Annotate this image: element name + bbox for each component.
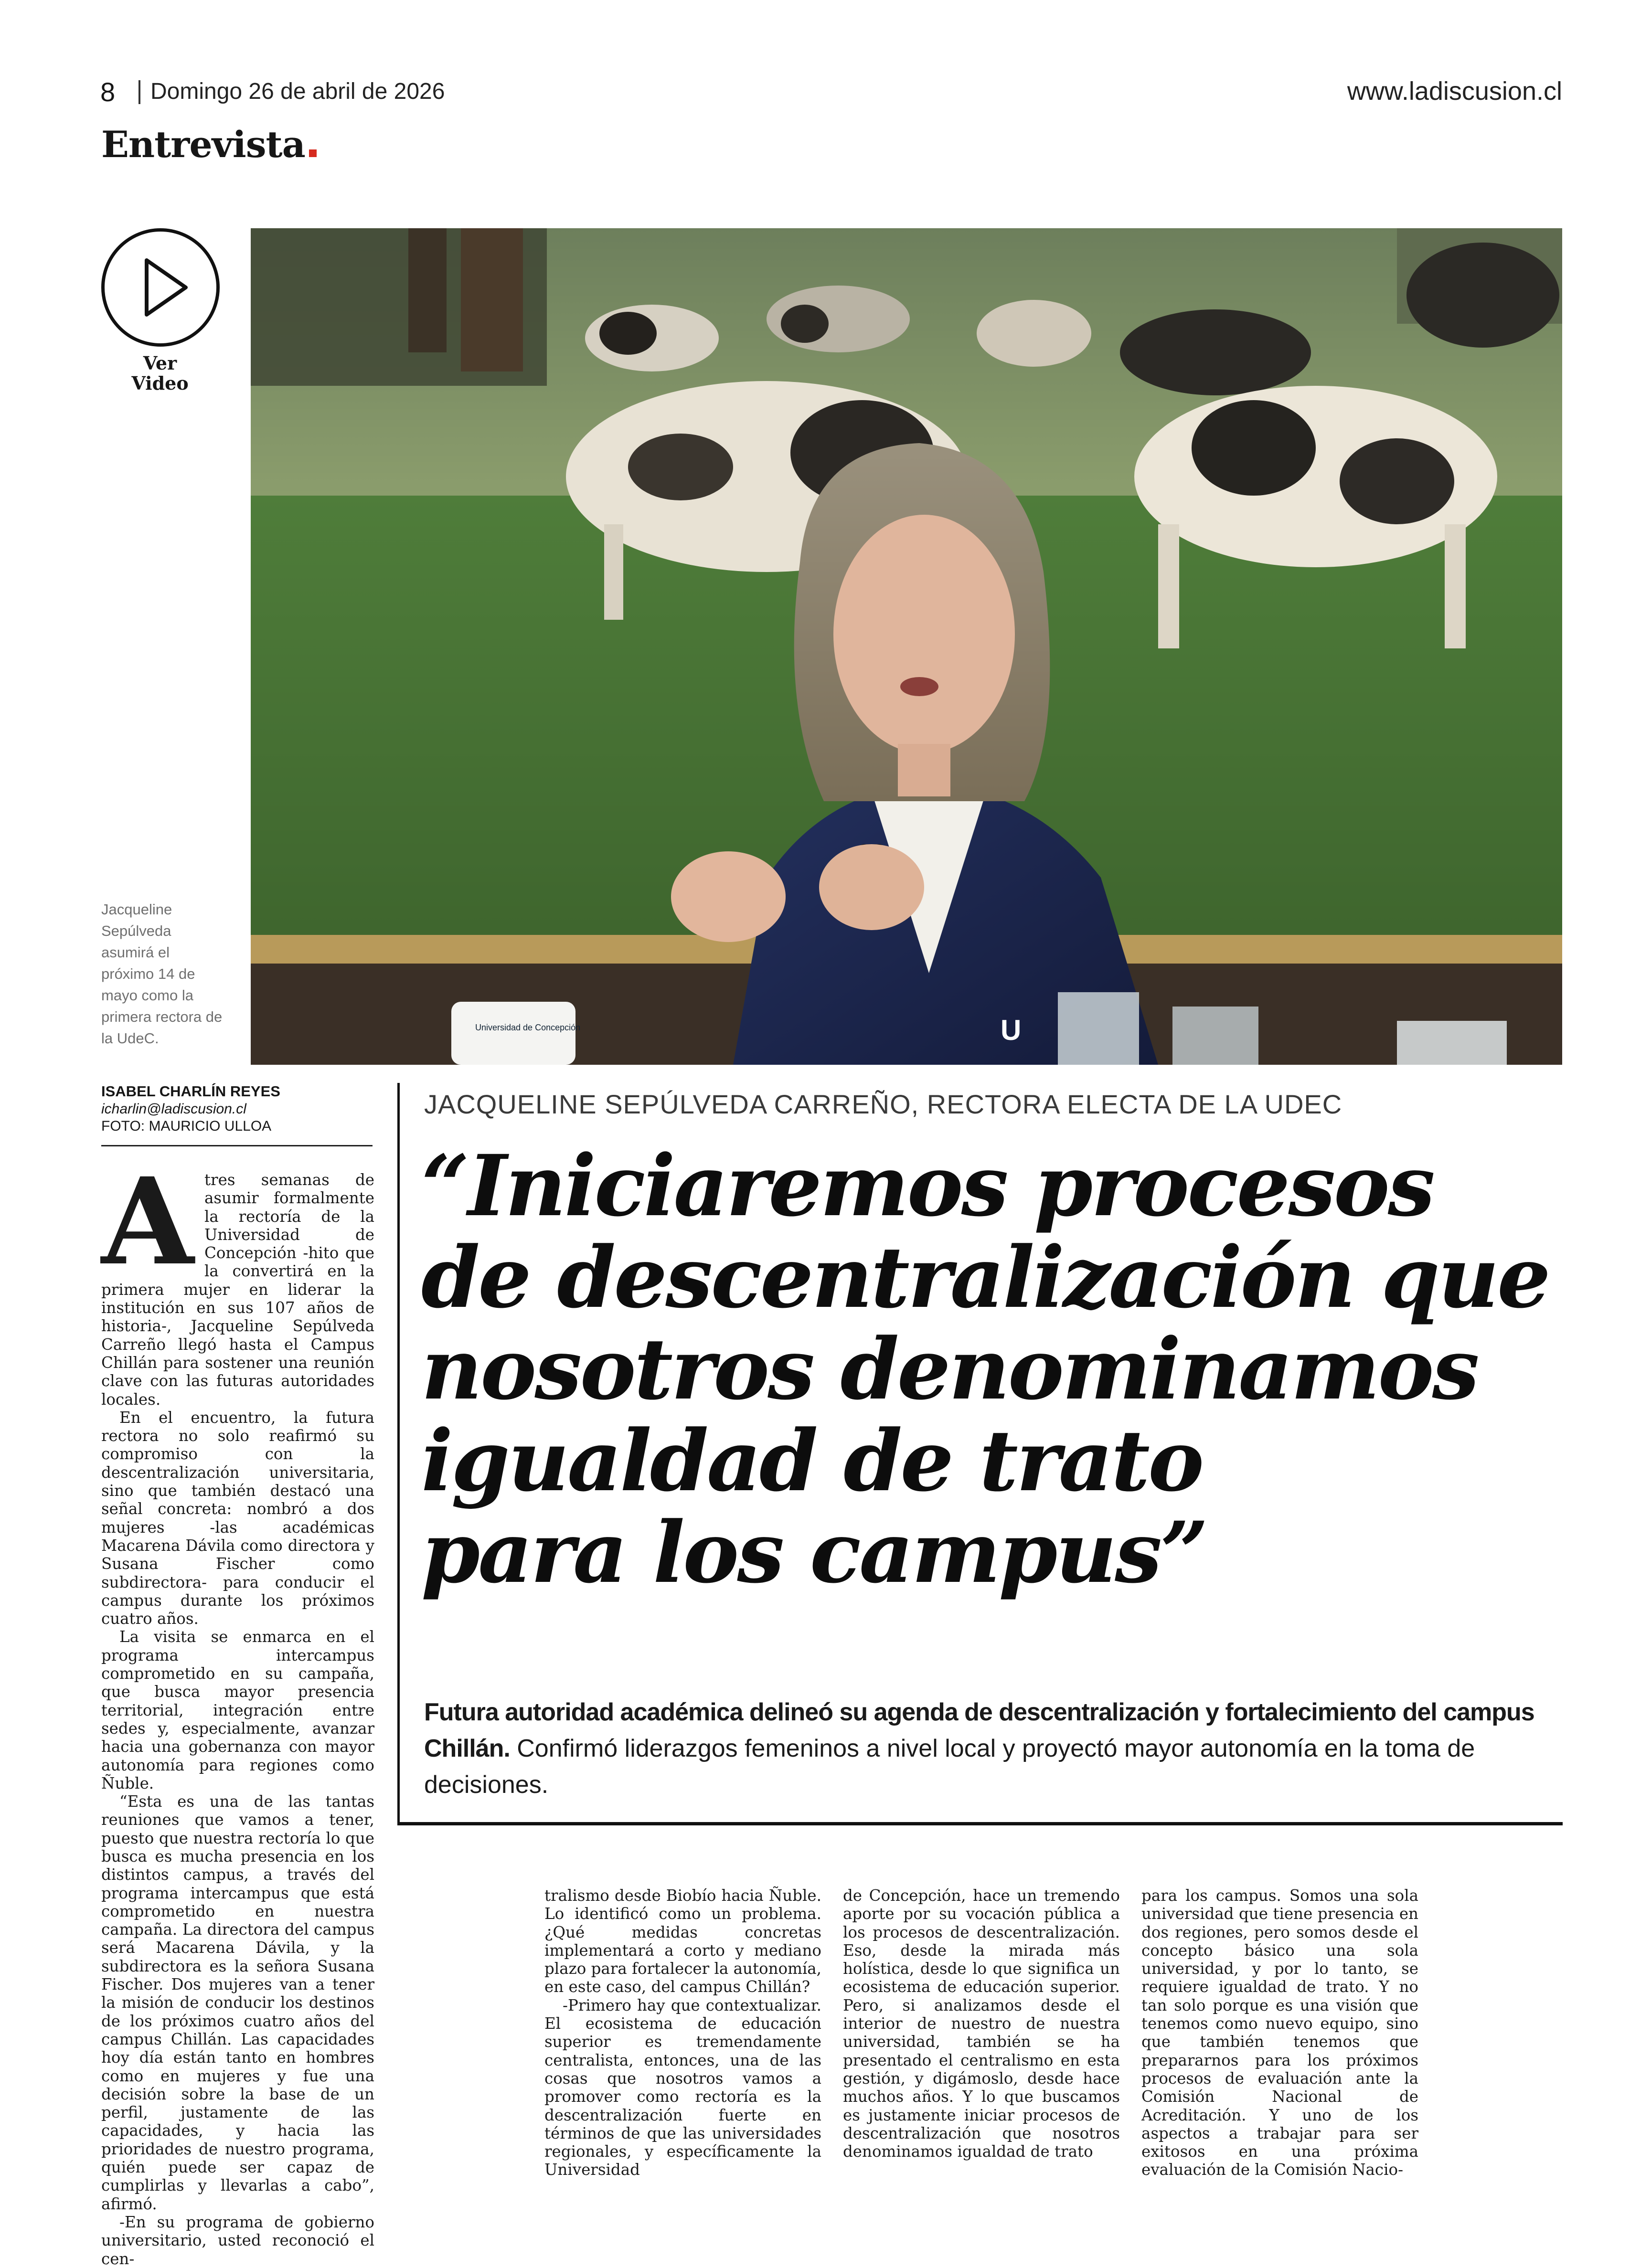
paragraph: -Primero hay que contextualizar. El ecosistema de educación superior es tremendamente centralista, entonces, una de las cosas que nosotros vamos a promover como rectoría es la descentralización fuerte en términos de que las universidades regionales, y específicamente la Universidad [544, 1996, 821, 2179]
play-icon [105, 232, 216, 343]
paragraph: para los campus. Somos una sola universidad que tiene presencia en dos regiones, pero somos desde el concepto básico una sola universidad, y por lo tanto, se requiere igualdad de trato. Y no tan solo porque es una visión que tenemos como nuevo equipo, sino que también tenemos que prepararnos para los próximos procesos de evaluación ante la Comisión Nacional de Acreditación. Y uno de los aspectos a trabajar para ser exitosos en una próxima evaluación de la Comisión Nacio- [1141, 1886, 1418, 2179]
deck-regular: Confirmó liderazgos femeninos a nivel local y proyectó mayor autonomía en la toma de decisiones. [424, 1735, 1475, 1799]
article-column-4 [1141, 1886, 1418, 2179]
article-column-1 [101, 1151, 374, 2268]
main-photo [251, 228, 1562, 1065]
headline-bottom-rule [397, 1822, 1563, 1825]
photo-caption: Jacqueline Sepúlveda asumirá el próximo 14 de mayo como la primera rectora de la UdeC. [101, 901, 223, 1047]
page-number: 8 [100, 77, 116, 107]
author-name: ISABEL CHARLÍN REYES [101, 1083, 280, 1100]
byline-divider [101, 1145, 373, 1146]
photo-credit: FOTO: MAURICIO ULLOA [101, 1118, 272, 1134]
headline-line: para los campus” [421, 1503, 1207, 1602]
article-column-3 [843, 1886, 1120, 2161]
section-dot [309, 149, 317, 157]
paragraph: La visita se enmarca en el programa intercampus comprometido en su campaña, que busca mayor presencia territorial, integración entre sedes y, especialmente, avanzar hacia una gobernanza con mayor autonomía para regiones como Ñuble. [101, 1628, 374, 1792]
headline-line: “Iniciaremos procesos [421, 1136, 1434, 1235]
header-separator [138, 80, 140, 104]
article-deck [424, 1694, 1566, 1803]
video-label-line1: Ver [143, 352, 177, 374]
paragraph: En el encuentro, la futura rectora no solo reafirmó su compromiso con la descentralización universitaria, sino que también destacó una señal concreta: nombró a dos mujeres -las académicas Macarena Dávila como directora y Susana Fischer como subdirectora- para conducir el campus durante los próximos cuatro años. [101, 1408, 374, 1628]
mic-letter: U [1001, 1014, 1022, 1046]
paragraph [101, 1151, 374, 1409]
section-title [101, 123, 317, 166]
photo-illustration [251, 228, 1562, 1065]
author-email-link[interactable]: icharlin@ladiscusion.cl [101, 1101, 246, 1117]
paragraph: tralismo desde Biobío hacia Ñuble. Lo identificó como un problema. ¿Qué medidas concretas implementará a corto y mediano plazo para fortalecer la autonomía, en este caso, del campus Chillán? [544, 1886, 821, 1996]
article-kicker: JACQUELINE SEPÚLVEDA CARREÑO, RECTORA ELECTA DE LA UDEC [424, 1089, 1342, 1119]
drop-cap: A [101, 1151, 194, 1292]
headline-vertical-rule [397, 1083, 400, 1824]
site-url-link[interactable]: www.ladiscusion.cl [1347, 77, 1562, 106]
mic-text: Universidad de Concepción [475, 1023, 581, 1032]
headline-line: nosotros denominamos [421, 1320, 1478, 1419]
headline-line: de descentralización que [421, 1228, 1549, 1327]
headline-line: igualdad de trato [421, 1411, 1203, 1510]
paragraph: de Concepción, hace un tremendo aporte por su vocación pública a los procesos de descentralización. Eso, desde la mirada más holística, desde lo que significa un ecosistema de educación superior. Pero, si analizamos desde el interior de nuestro de nuestra universidad, también se ha presentado el centralismo en esta gestión, y digámoslo, desde hace muchos años. Y lo que buscamos es justamente iniciar procesos de descentralización que nosotros denominamos igualdad de trato [843, 1886, 1120, 2161]
paragraph: -En su programa de gobierno universitario, usted reconoció el cen- [101, 2213, 374, 2268]
paragraph-text: tres semanas de asumir formalmente la rectoría de la Universidad de Concepción -hito que la convertirá en la primera mujer en liderar la institución en sus 107 años de historia-, Jacqueline Sepúlveda Carreño llegó hasta el Campus Chillán para sostener una reunión clave con las futuras autoridades locales. [101, 1171, 374, 1409]
video-label[interactable] [96, 353, 224, 393]
section-label: Entrevista [101, 123, 305, 166]
publication-date: Domingo 26 de abril de 2026 [150, 79, 445, 104]
video-play-button[interactable] [101, 228, 220, 347]
article-headline [421, 1136, 1567, 1602]
article-column-2 [544, 1886, 821, 2179]
paragraph: “Esta es una de las tantas reuniones que vamos a tener, puesto que nuestra rectoría lo que busca es mucha presencia en los distintos campus, a través del programa intercampus que está comprometido en nuestra campaña. La directora del campus será Macarena Dávila, y la subdirectora es la señora Susana Fischer. Dos mujeres van a tener la misión de conducir los destinos de los próximos cuatro años del campus Chillán. Las capacidades hoy día están tanto en hombres como en mujeres y fue una decisión sobre la base de un perfil, justamente de las capacidades, y hacia las prioridades de nuestro programa, quién puede ser capaz de cumplirlas y llevarlas a cabo”, afirmó. [101, 1792, 374, 2213]
deck-bold: Futura autoridad académica delineó su agenda de descentralización y fortalecimiento del campus Chillán. [424, 1698, 1534, 1762]
video-label-line2: Video [131, 372, 189, 394]
